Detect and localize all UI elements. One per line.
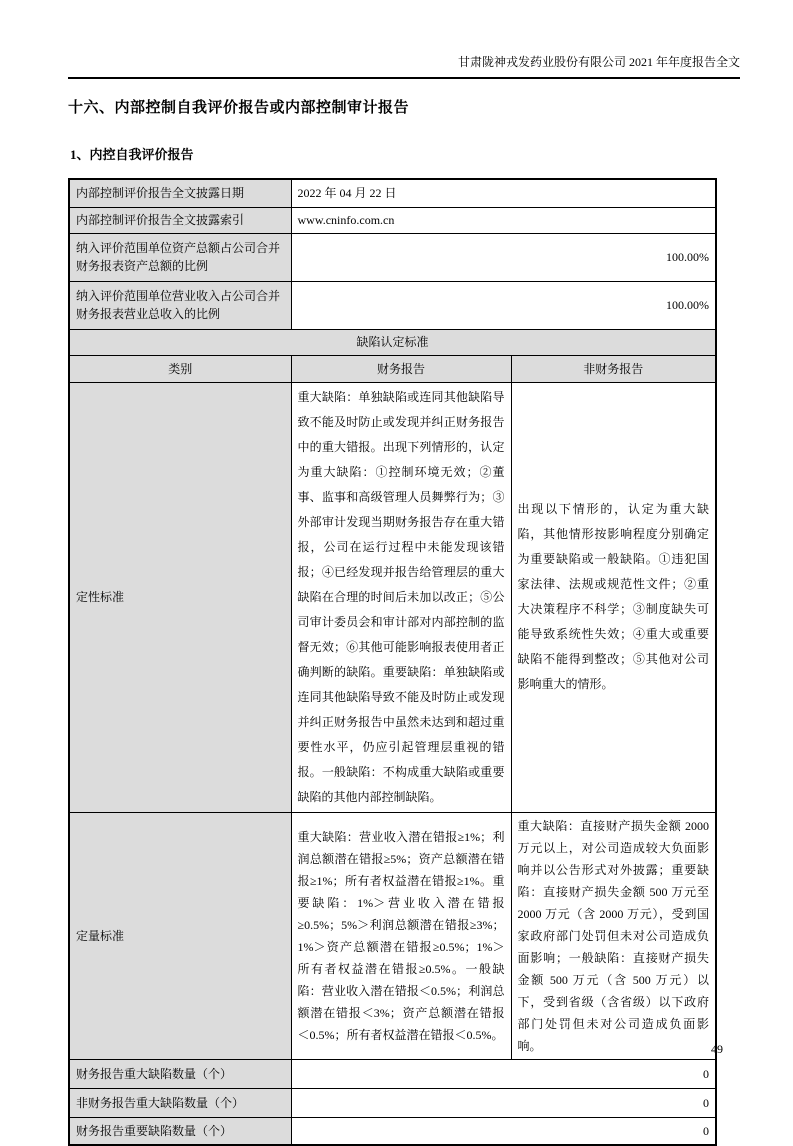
table-row-defect-headers — [69, 355, 716, 382]
row-label: 非财务报告重大缺陷数量（个） — [69, 1088, 291, 1117]
quantitative-financial-text: 重大缺陷：营业收入潜在错报≥1%；利润总额潜在错报≥5%；资产总额潜在错报≥1%；所有者权益潜在错报≥1%。重要缺陷：1%＞营业收入潜在错报≥0.5%；5%＞利润总额潜在错报≥3%；1%＞资产总额潜在错报≥0.5%；1%＞所有者权益潜在错报≥0.5%。一般缺陷：营业收入潜在错报＜0.5%；利润总额潜在错报＜3%；资产总额潜在错报＜0.5%；所有者权益潜在错报＜0.5%。 — [291, 812, 511, 1059]
row-label: 纳入评价范围单位营业收入占公司合并财务报表营业总收入的比例 — [69, 281, 291, 329]
qualitative-category: 定性标准 — [69, 382, 291, 812]
section-title: 十六、内部控制自我评价报告或内部控制审计报告 — [68, 100, 410, 116]
header-category: 类别 — [69, 355, 291, 382]
qualitative-non-financial-text: 出现以下情形的，认定为重大缺陷，其他情形按影响程度分别确定为重要缺陷或一般缺陷。①违犯国家法律、法规或规范性文件；②重大决策程序不科学；③制度缺失可能导致系统性失效；④重大或重要缺陷不能得到整改；⑤其他对公司影响重大的情形。 — [511, 382, 716, 812]
header-financial: 财务报告 — [291, 355, 511, 382]
page-number: 49 — [711, 1042, 723, 1056]
table-row-financial-important-defects — [69, 1117, 716, 1145]
revenue-ratio-value: 100.00% — [291, 281, 716, 329]
non-financial-major-defects-value: 0 — [291, 1088, 716, 1117]
financial-major-defects-value: 0 — [291, 1059, 716, 1088]
table-row-revenue-ratio — [69, 281, 716, 329]
disclosure-date-value: 2022 年 04 月 22 日 — [291, 179, 716, 207]
table-row-non-financial-major-defects — [69, 1088, 716, 1117]
row-label: 内部控制评价报告全文披露索引 — [69, 207, 291, 233]
table-row-disclosure-date — [69, 179, 716, 207]
page-header-text: 甘肃陇神戎发药业股份有限公司 2021 年年度报告全文 — [457, 55, 740, 69]
header-rule — [68, 77, 740, 79]
quantitative-non-financial-text: 重大缺陷：直接财产损失金额 2000 万元以上，对公司造成较大负面影响并以公告形式对外披露；重要缺陷：直接财产损失金额 500 万元至 2000 万元（含 2000 万元），受到国家政府部门处罚但未对公司造成负面影响；一般缺陷：直接财产损失金额 500 万元（含 500 万元）以下，受到省级（含省级）以下政府部门处罚但未对公司造成负面影响。 — [511, 812, 716, 1059]
internal-control-table — [68, 178, 717, 1146]
table-row-qualitative — [69, 382, 716, 812]
asset-ratio-value: 100.00% — [291, 233, 716, 281]
row-label: 财务报告重大缺陷数量（个） — [69, 1059, 291, 1088]
header-non-financial: 非财务报告 — [511, 355, 716, 382]
financial-important-defects-value: 0 — [291, 1117, 716, 1145]
row-label: 纳入评价范围单位资产总额占公司合并财务报表资产总额的比例 — [69, 233, 291, 281]
disclosure-index-value: www.cninfo.com.cn — [291, 207, 716, 233]
table-row-quantitative — [69, 812, 716, 1059]
defect-section-title: 缺陷认定标准 — [69, 329, 716, 355]
table-row-asset-ratio — [69, 233, 716, 281]
quantitative-category: 定量标准 — [69, 812, 291, 1059]
table-row-defect-section-title — [69, 329, 716, 355]
table-row-financial-major-defects — [69, 1059, 716, 1088]
table-row-disclosure-index — [69, 207, 716, 233]
row-label: 内部控制评价报告全文披露日期 — [69, 179, 291, 207]
subsection-title: 1、内控自我评价报告 — [70, 147, 194, 162]
qualitative-financial-text: 重大缺陷：单独缺陷或连同其他缺陷导致不能及时防止或发现并纠正财务报告中的重大错报。出现下列情形的，认定为重大缺陷：①控制环境无效；②董事、监事和高级管理人员舞弊行为；③外部审计发现当期财务报告存在重大错报，公司在运行过程中未能发现该错报；④已经发现并报告给管理层的重大缺陷在合理的时间后未加以改正；⑤公司审计委员会和审计部对内部控制的监督无效；⑥其他可能影响报表使用者正确判断的缺陷。重要缺陷：单独缺陷或连同其他缺陷导致不能及时防止或发现并纠正财务报告中虽然未达到和超过重要性水平，仍应引起管理层重视的错报。一般缺陷：不构成重大缺陷或重要缺陷的其他内部控制缺陷。 — [291, 382, 511, 812]
row-label: 财务报告重要缺陷数量（个） — [69, 1117, 291, 1145]
